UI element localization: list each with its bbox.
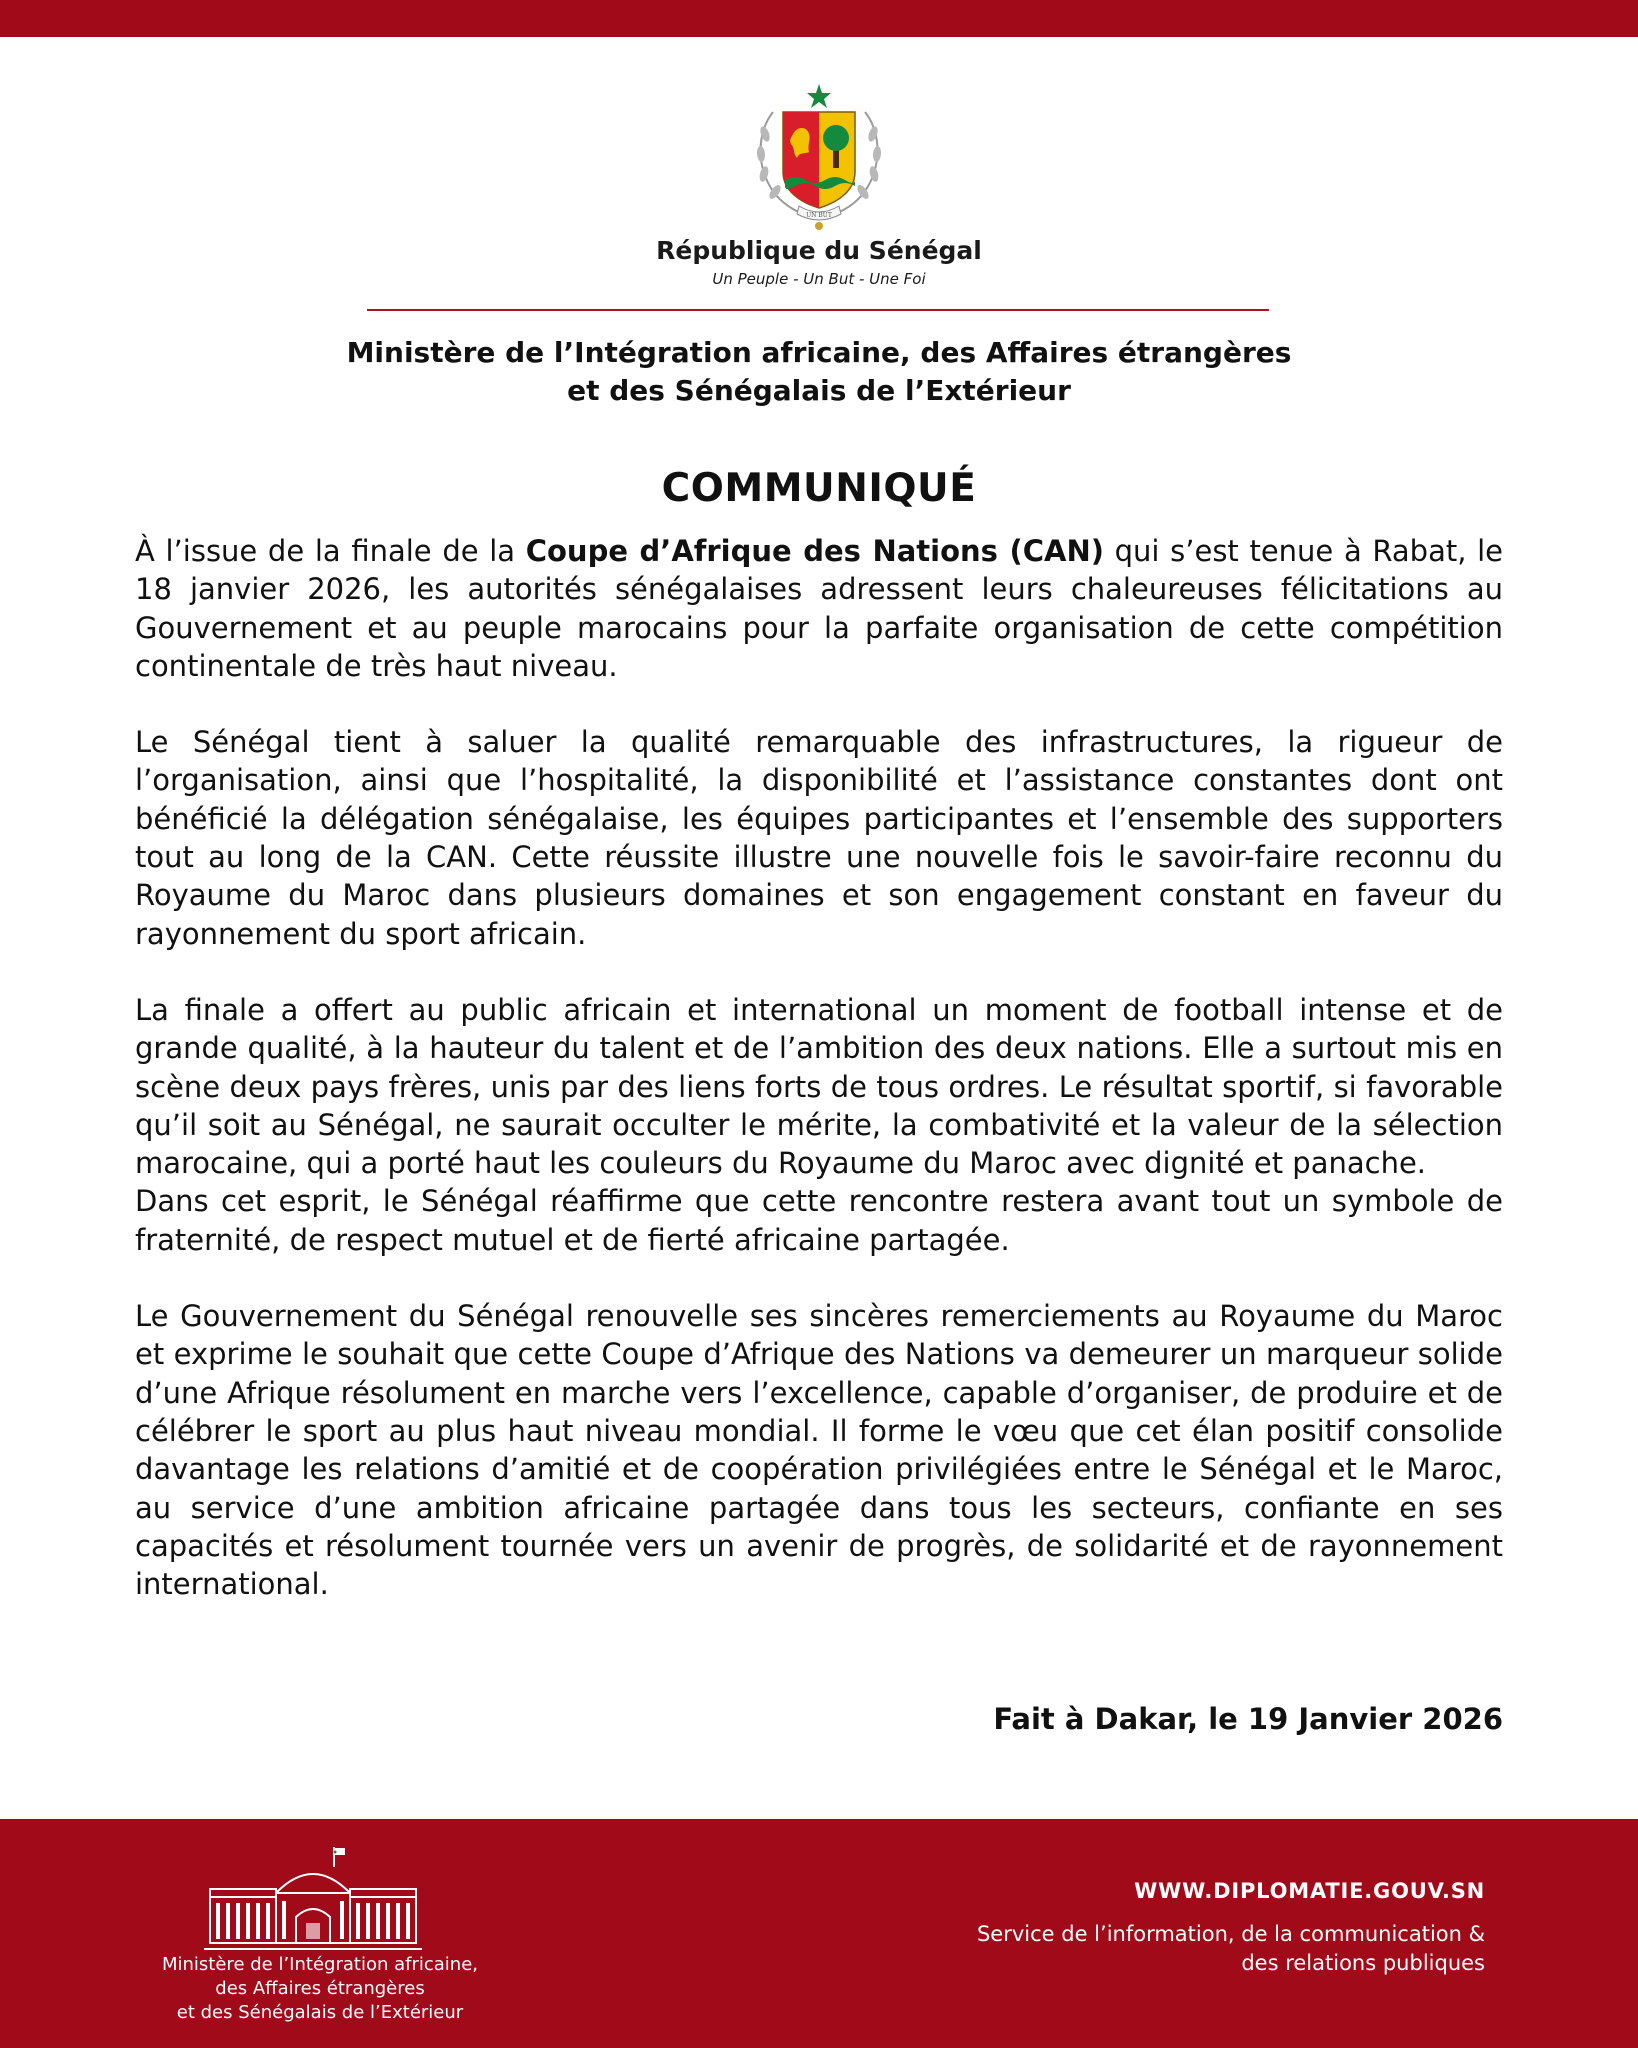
paragraph-2: Le Sénégal tient à saluer la qualité remarquable des infrastructures, la rigueur de l’organisation, ainsi que l’hospitalité, la disponibilité et l’assistance constantes dont ont bénéficié la délégation sénégalaise, les équipes participantes et l’ensemble des supporters tout au long de la CAN. Cette réussite illustre une nouvelle fois le savoir-faire reconnu du Royaume du Maroc dans plusieurs domaines et son engagement constant en faveur du rayonnement du sport africain. bbox=[135, 725, 1503, 951]
communique-body bbox=[135, 532, 1503, 1603]
footer-ministry-line-1: Ministère de l’Intégration africaine, bbox=[161, 1954, 478, 1975]
senegal-coat-of-arms-icon bbox=[749, 82, 889, 232]
footer-ministry-name bbox=[100, 1953, 540, 2025]
place-and-date: Fait à Dakar, le 19 Janvier 2026 bbox=[993, 1702, 1503, 1736]
paragraph-4: Dans cet esprit, le Sénégal réaffirme que cette rencontre restera avant tout un symbole de fraternité, de respect mutuel et de fierté africaine partagée. bbox=[135, 1184, 1503, 1257]
top-color-band bbox=[0, 0, 1638, 37]
website-link[interactable]: WWW.DIPLOMATIE.GOUV.SN bbox=[1134, 1879, 1485, 1903]
national-motto: Un Peuple - Un But - Une Foi bbox=[712, 270, 926, 288]
footer-ministry-line-2: des Affaires étrangères bbox=[215, 1978, 425, 1999]
paragraph-1: À l’issue de la finale de la Coupe d’Afrique des Nations (CAN) qui s’est tenue à Rabat, le 18 janvier 2026, les autorités sénégalaises adressent leurs chaleureuses félicitations au Gouvernement et au peuple marocains pour la parfaite organisation de cette compétition continentale de très haut niveau. bbox=[135, 534, 1503, 683]
republic-name: République du Sénégal bbox=[656, 236, 982, 265]
footer-ministry-line-3: et des Sénégalais de l’Extérieur bbox=[176, 2002, 464, 2023]
ministry-building-icon bbox=[204, 1845, 422, 1957]
ministry-title-line-1: Ministère de l’Intégration africaine, des Affaires étrangères bbox=[346, 336, 1292, 369]
document-title: COMMUNIQUÉ bbox=[661, 466, 977, 511]
header-divider bbox=[367, 309, 1269, 311]
service-line-1: Service de l’information, de la communication & bbox=[976, 1922, 1485, 1946]
paragraph-3: La finale a offert au public africain et international un moment de football intense et de grande qualité, à la hauteur du talent et de l’ambition des deux nations. Elle a surtout mis en scène deux pays frères, unis par des liens forts de tous ordres. Le résultat sportif, si favorable qu’il soit au Sénégal, ne saurait occulter le mérite, la combativité et la valeur de la sélection marocaine, qui a porté haut les couleurs du Royaume du Maroc avec dignité et panache. bbox=[135, 992, 1503, 1181]
footer-band bbox=[0, 1819, 1638, 2048]
ministry-title-line-2: et des Sénégalais de l’Extérieur bbox=[567, 374, 1071, 407]
paragraph-5: Le Gouvernement du Sénégal renouvelle ses sincères remerciements au Royaume du Maroc et exprime le souhait que cette Coupe d’Afrique des Nations va demeurer un marqueur solide d’une Afrique résolument en marche vers l’excellence, capable d’organiser, de produire et de célébrer le sport au plus haut niveau mondial. Il forme le vœu que cet élan positif consolide davantage les relations d’amitié et de coopération privilégiées entre le Sénégal et le Maroc, au service d’une ambition africaine partagée dans tous les secteurs, confiante en ses capacités et résolument tournée vers un avenir de progrès, de solidarité et de rayonnement international. bbox=[135, 1299, 1503, 1602]
ministry-title bbox=[0, 334, 1638, 410]
service-line-2: des relations publiques bbox=[1241, 1951, 1485, 1975]
service-name bbox=[977, 1920, 1485, 1978]
svg-text:UN BUT: UN BUT bbox=[806, 212, 832, 219]
competition-name: Coupe d’Afrique des Nations (CAN) bbox=[525, 534, 1104, 568]
